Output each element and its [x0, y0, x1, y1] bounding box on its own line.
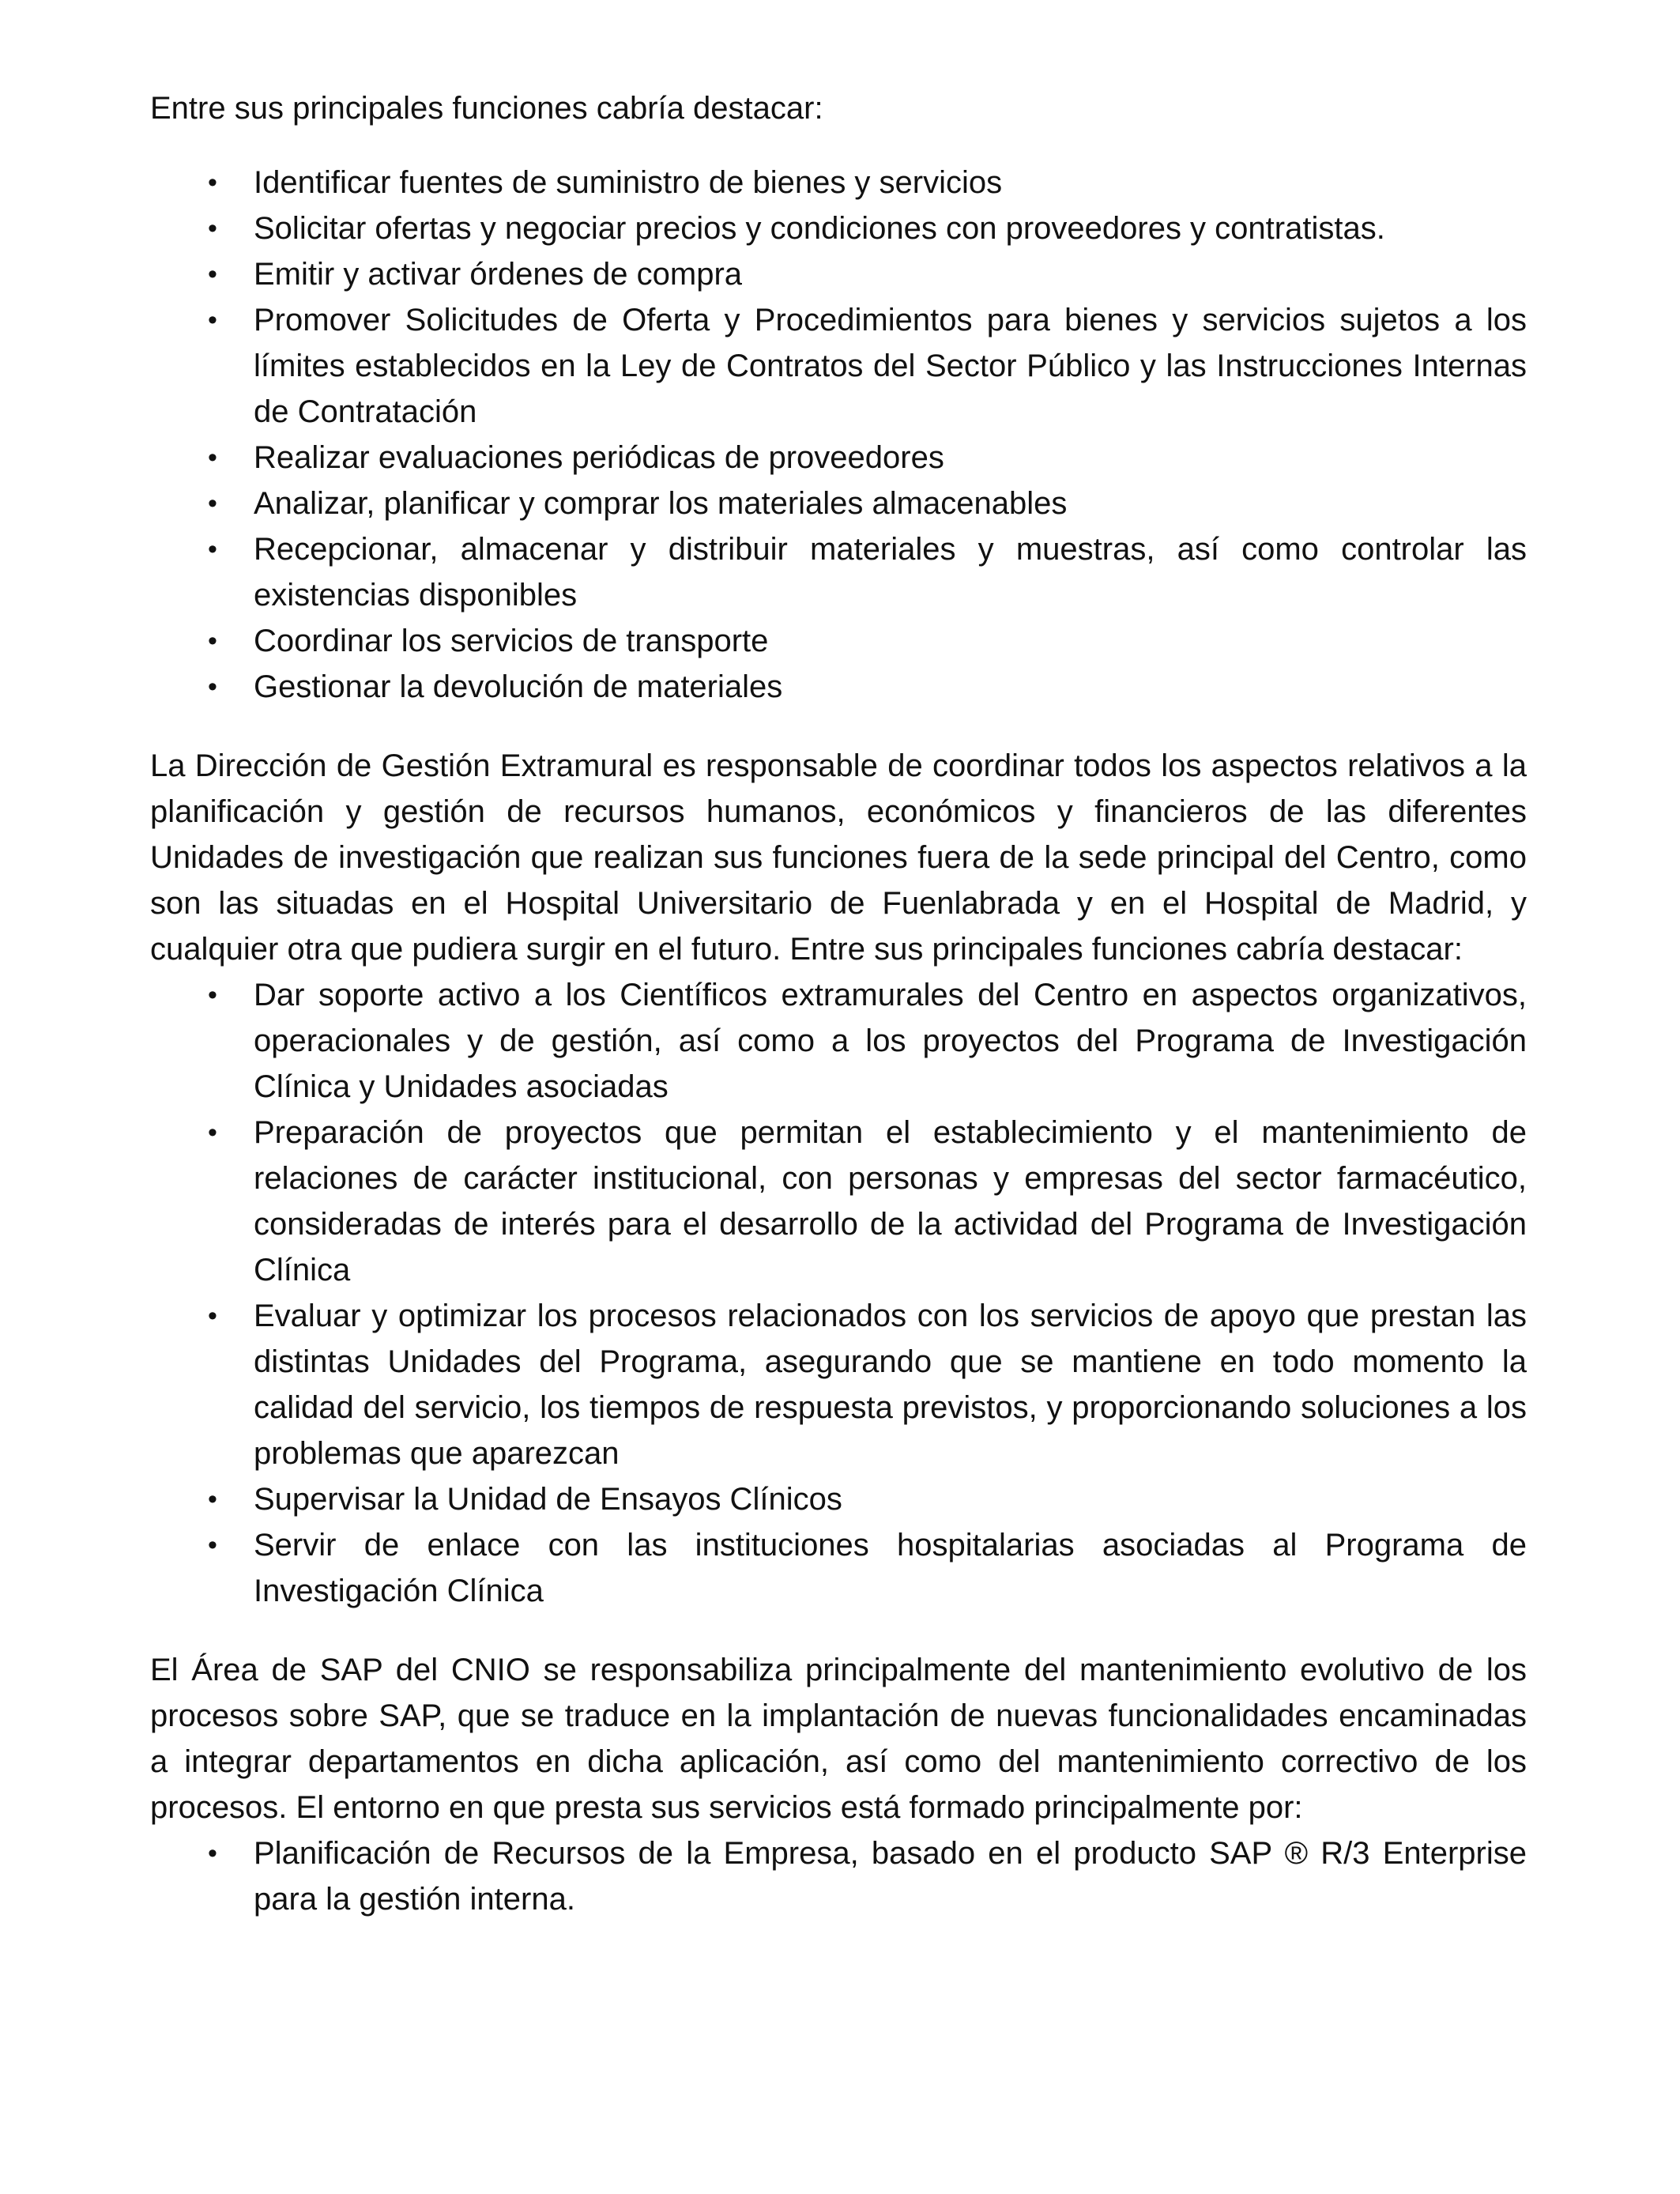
list-item: • Analizar, planificar y comprar los materiales almacenables: [150, 481, 1527, 526]
sap-paragraph: El Área de SAP del CNIO se responsabiliza principalmente del mantenimiento evolutivo de los procesos sobre SAP, que se traduce en la implantación de nuevas funcionalidades encaminadas a integrar departamentos en dicha aplicación, así como del mantenimiento correctivo de los procesos. El entorno en que presta sus servicios está formado principalmente por:: [150, 1653, 1527, 1825]
extramural-paragraph: La Dirección de Gestión Extramural es responsable de coordinar todos los aspectos relativos a la planificación y gestión de recursos humanos, económicos y financieros de las diferentes Unidades de investigación que realizan sus funciones fuera de la sede principal del Centro, como son las situadas en el Hospital Universitario de Fuenlabrada y en el Hospital de Madrid, y cualquier otra que pudiera surgir en el futuro. Entre sus principales funciones cabría destacar:: [150, 748, 1527, 967]
list-item: • Coordinar los servicios de transporte: [150, 618, 1527, 664]
bullet-icon: •: [208, 534, 217, 564]
bullet-icon: •: [208, 1301, 217, 1331]
list-item: • Preparación de proyectos que permitan el establecimiento y el mantenimiento de relaciones de carácter institucional, con personas y empresas del sector farmacéutico, consideradas de interés para el desarrollo de la actividad del Programa de Investigación Clínica: [150, 1110, 1527, 1293]
list-item: • Emitir y activar órdenes de compra: [150, 251, 1527, 297]
bullet-icon: •: [208, 1118, 217, 1148]
list-item: • Gestionar la devolución de materiales: [150, 664, 1527, 710]
bullet-icon: •: [208, 1530, 217, 1560]
bullet-icon: •: [208, 259, 217, 289]
bullet-icon: •: [208, 213, 217, 243]
list-item: • Realizar evaluaciones periódicas de proveedores: [150, 435, 1527, 481]
bullet-icon: •: [208, 1484, 217, 1514]
intro-paragraph: Entre sus principales funciones cabría destacar:: [150, 91, 823, 126]
bullet-icon: •: [208, 305, 217, 335]
list-item: • Servir de enlace con las instituciones hospitalarias asociadas al Programa de Investigación Clínica: [150, 1522, 1527, 1614]
bullet-icon: •: [208, 980, 217, 1010]
list-item: • Solicitar ofertas y negociar precios y condiciones con proveedores y contratistas.: [150, 205, 1527, 251]
list-item: • Promover Solicitudes de Oferta y Procedimientos para bienes y servicios sujetos a los límites establecidos en la Ley de Contratos del Sector Público y las Instrucciones Internas de Contratación: [150, 297, 1527, 435]
list-item: • Dar soporte activo a los Científicos extramurales del Centro en aspectos organizativos, operacionales y de gestión, así como a los proyectos del Programa de Investigación Clínica y Unidades asociadas: [150, 972, 1527, 1110]
list-item: • Planificación de Recursos de la Empresa, basado en el producto SAP ® R/3 Enterprise para la gestión interna.: [150, 1830, 1527, 1922]
document-page: [150, 85, 1527, 1922]
sap-environment-list: [150, 1830, 1527, 1922]
functions-list: [150, 160, 1527, 710]
bullet-icon: •: [208, 443, 217, 473]
bullet-icon: •: [208, 168, 217, 198]
bullet-icon: •: [208, 626, 217, 656]
bullet-icon: •: [208, 672, 217, 702]
list-item: • Evaluar y optimizar los procesos relacionados con los servicios de apoyo que prestan las distintas Unidades del Programa, asegurando que se mantiene en todo momento la calidad del servicio, los tiempos de respuesta previstos, y proporcionando soluciones a los problemas que aparezcan: [150, 1293, 1527, 1476]
list-item: • Supervisar la Unidad de Ensayos Clínicos: [150, 1476, 1527, 1522]
extramural-functions-list: [150, 972, 1527, 1614]
list-item: • Identificar fuentes de suministro de bienes y servicios: [150, 160, 1527, 205]
bullet-icon: •: [208, 488, 217, 518]
bullet-icon: •: [208, 1838, 217, 1868]
list-item: • Recepcionar, almacenar y distribuir materiales y muestras, así como controlar las existencias disponibles: [150, 526, 1527, 618]
